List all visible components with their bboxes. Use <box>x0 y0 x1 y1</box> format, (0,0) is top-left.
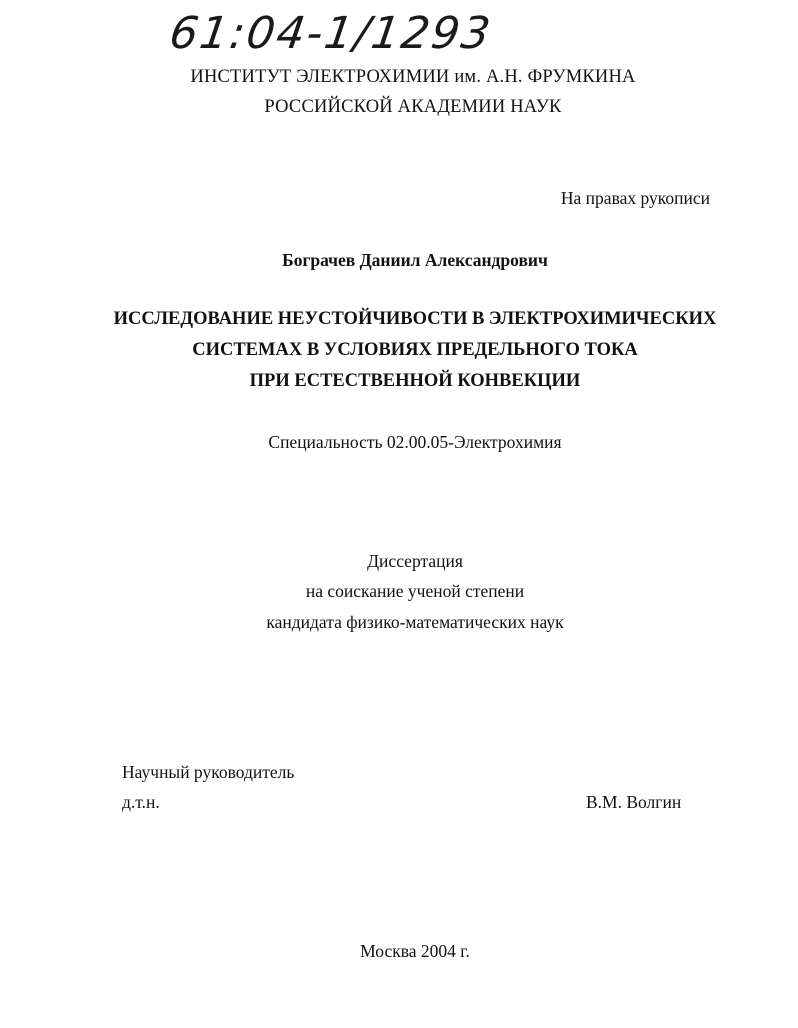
supervisor-degree: д.т.н. <box>122 792 160 812</box>
author-name: Бограчев Даниил Александрович <box>282 250 548 270</box>
title-line-3: ПРИ ЕСТЕСТВЕННОЙ КОНВЕКЦИИ <box>249 371 581 391</box>
institute-line-1: ИНСТИТУТ ЭЛЕКТРОХИМИИ им. А.Н. ФРУМКИНА <box>190 67 636 87</box>
specialty: Специальность 02.00.05-Электрохимия <box>268 432 562 452</box>
dissertation-line-1: Диссертация <box>367 551 463 571</box>
dissertation-line-2: на соискание ученой степени <box>305 581 525 601</box>
rights-note: На правах рукописи <box>560 188 710 208</box>
dissertation-line-3: кандидата физико-математических наук <box>266 612 564 632</box>
institute-line-2: РОССИЙСКОЙ АКАДЕМИИ НАУК <box>264 97 562 117</box>
supervisor-name: В.М. Волгин <box>586 792 682 812</box>
city-year: Москва 2004 г. <box>360 941 470 961</box>
supervisor-label: Научный руководитель <box>122 762 295 782</box>
title-line-1: ИССЛЕДОВАНИЕ НЕУСТОЙЧИВОСТИ В ЭЛЕКТРОХИМИЧЕСКИХ <box>113 309 717 329</box>
title-line-2: СИСТЕМАХ В УСЛОВИЯХ ПРЕДЕЛЬНОГО ТОКА <box>192 340 638 360</box>
handwritten-archive-code: 61:04-1/1293 <box>166 8 496 59</box>
